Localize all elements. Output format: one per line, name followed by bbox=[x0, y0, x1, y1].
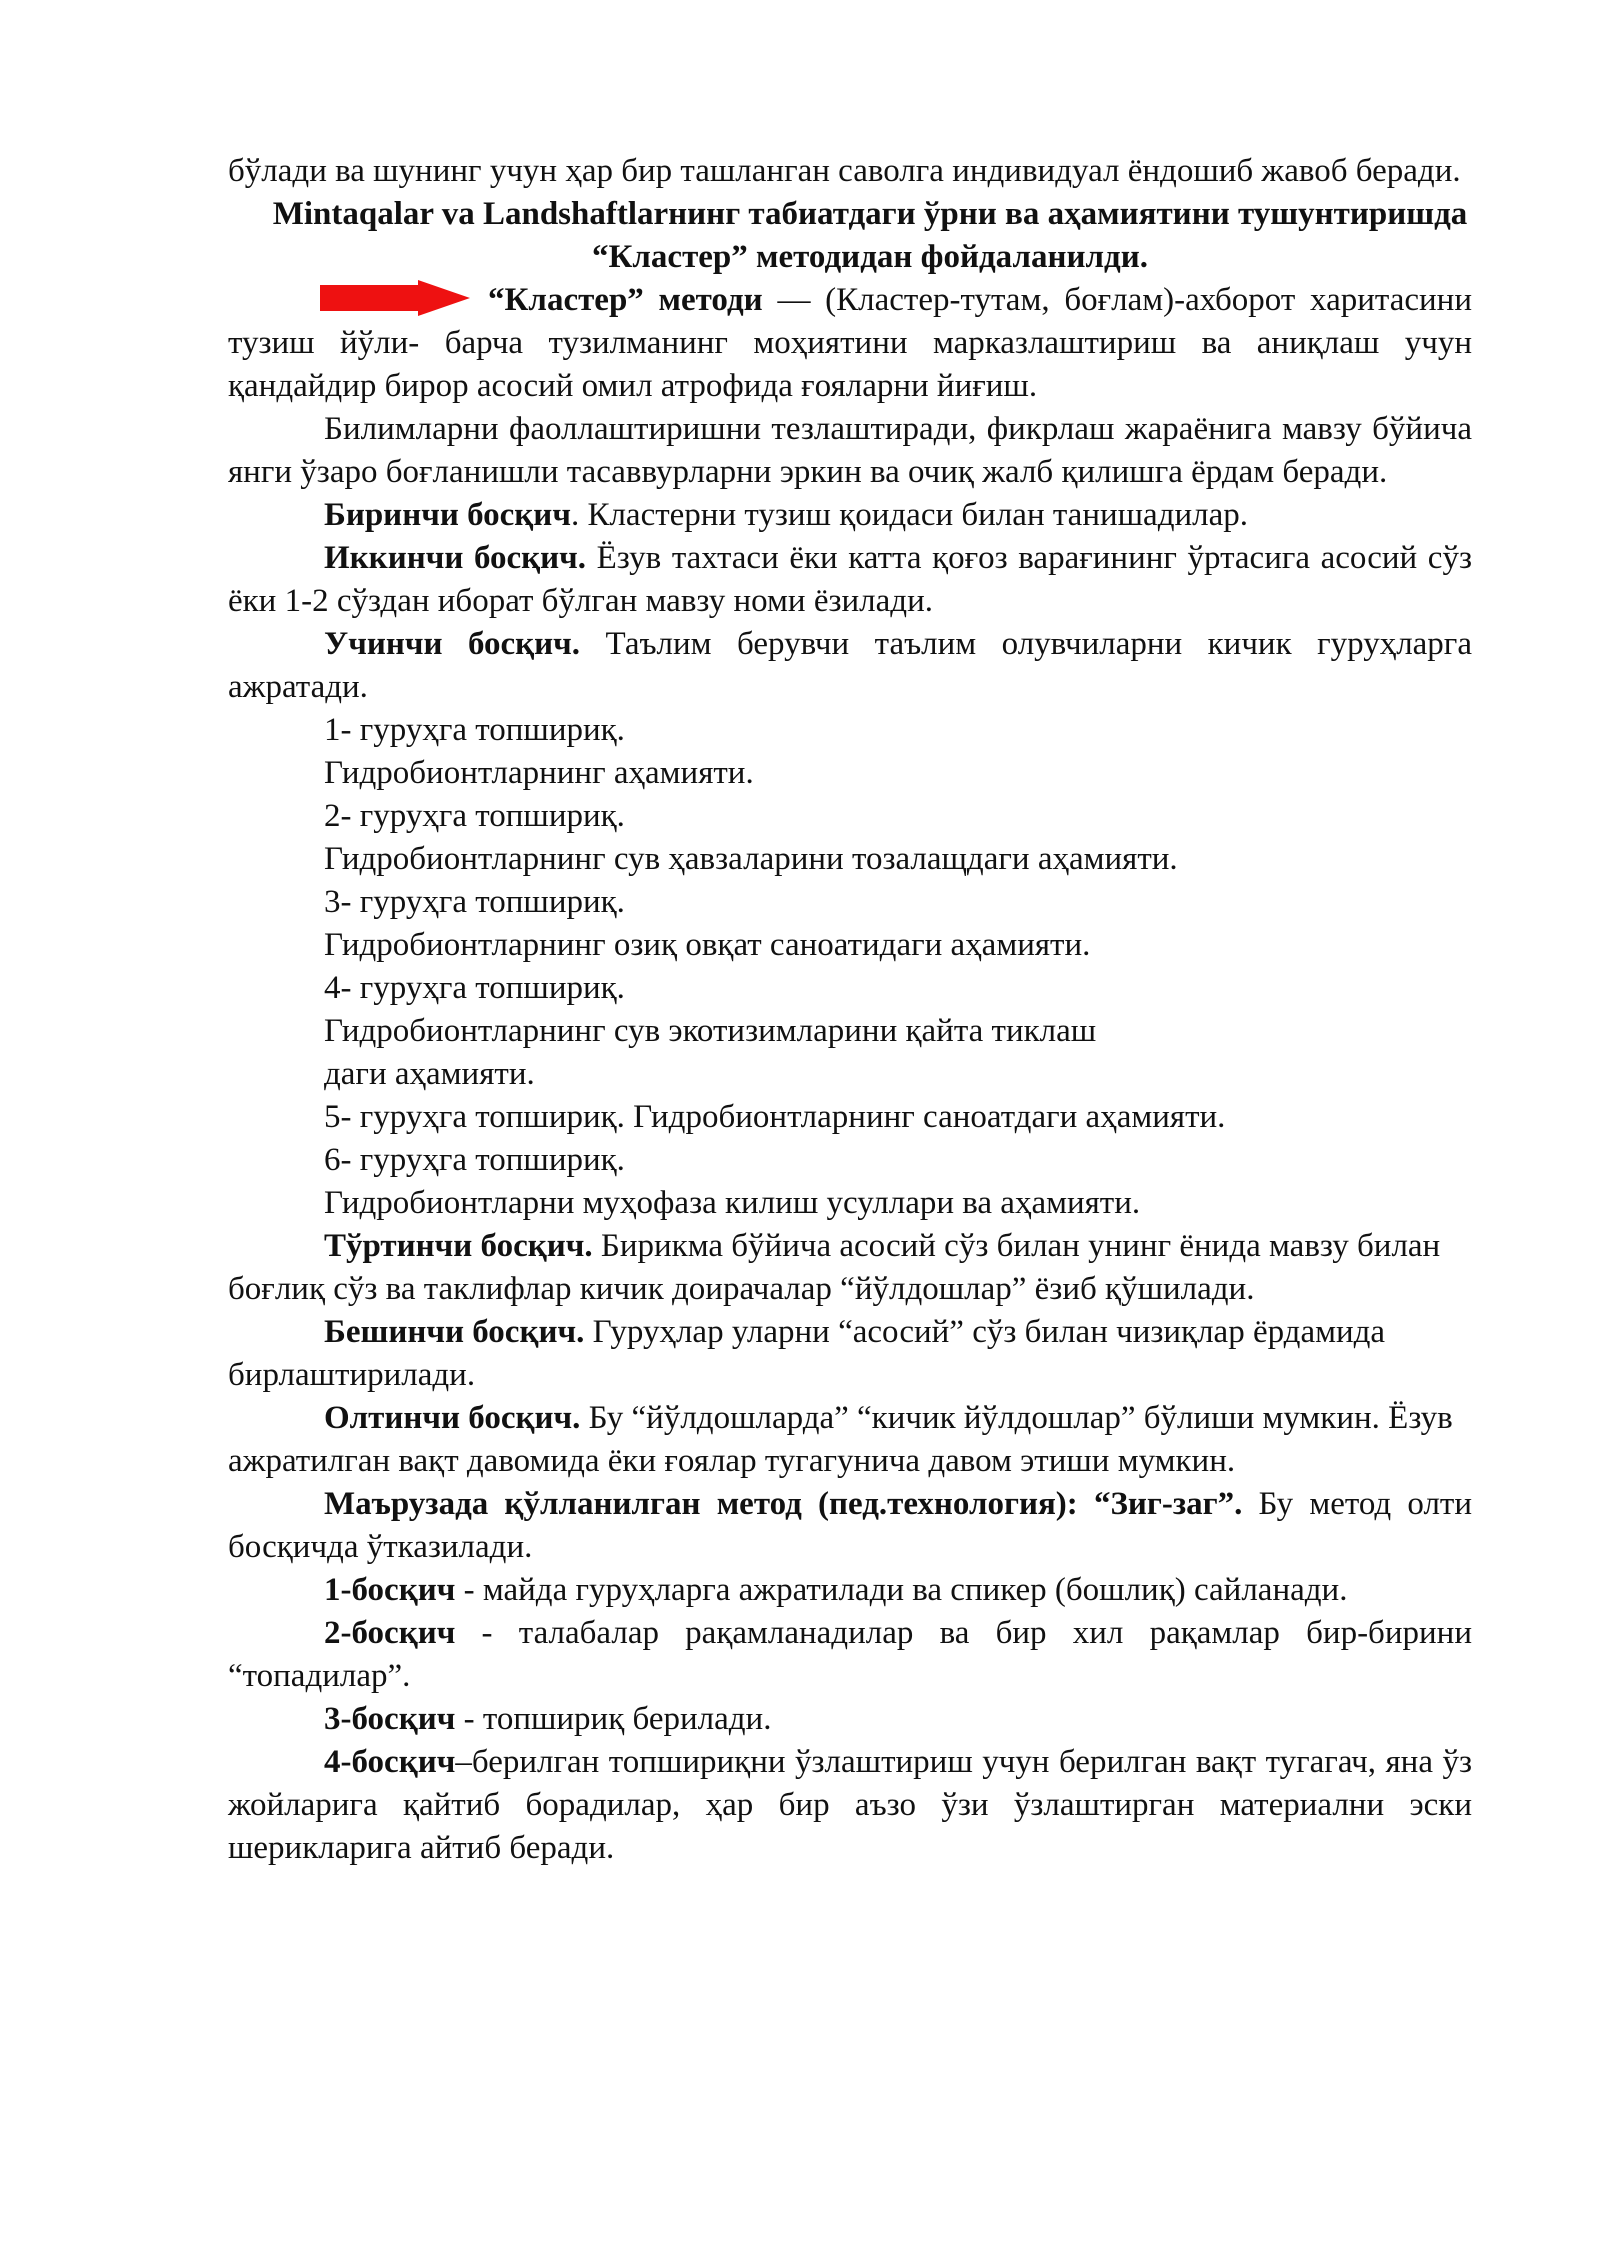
task-line: Гидробионтларнинг аҳамияти. bbox=[324, 755, 754, 791]
step-2 bbox=[228, 537, 1472, 623]
step-3 bbox=[228, 623, 1472, 709]
step-2-text: Ёзув тахтаси ёки катта қоғоз варағининг ўртасига асосий сўз ёки 1-2 сўздан иборат бўлган мавзу номи ёзилади. bbox=[228, 540, 1472, 619]
section-heading: Mintaqalar va Landshaftlarнинг табиатдаги ўрни ва аҳамиятини тушунтиришда “Кластер” методидан фойдаланилди. bbox=[272, 196, 1468, 275]
task-line: Гидробионтларнинг озиқ овқат саноатидаги аҳамияти. bbox=[324, 927, 1091, 963]
task-line: 6- гуруҳга топшириқ. bbox=[324, 1142, 625, 1178]
zigzag-step-4-text: –берилган топшириқни ўзлаштириш учун берилган вақт тугагач, яна ўз жойларига қайтиб борадилар, ҳар бир аъзо ўзи ўзлаштирган материални эски шерикларига айтиб беради. bbox=[228, 1744, 1472, 1866]
step-1-label: Биринчи босқич bbox=[324, 497, 571, 533]
step-3-label: Учинчи босқич. bbox=[324, 626, 581, 662]
zigzag-method-text: Бу метод олти босқичда ўтказилади. bbox=[228, 1486, 1472, 1565]
zigzag-step-2-text: - талабалар рақамланадилар ва бир хил рақамлар бир-бирини “топадилар”. bbox=[228, 1615, 1472, 1694]
step-4 bbox=[228, 1225, 1472, 1311]
zigzag-step-1-label: 1-босқич bbox=[324, 1572, 456, 1608]
cluster-definition bbox=[228, 279, 1472, 408]
step-4-text: Бирикма бўйича асосий сўз билан унинг ёнида мавзу билан боғлиқ сўз ва таклифлар кичик доирачалар “йўлдошлар” ёзиб қўшилади. bbox=[228, 1228, 1441, 1307]
zigzag-step-1-text: - майда гуруҳларга ажратилади ва спикер (бошлиқ) сайланади. bbox=[455, 1572, 1348, 1608]
step-2-label: Иккинчи босқич. bbox=[324, 540, 587, 576]
step-1-text: . Кластерни тузиш қоидаси билан танишадилар. bbox=[570, 497, 1249, 533]
step-5 bbox=[228, 1311, 1472, 1397]
red-right-arrow-icon bbox=[320, 280, 470, 316]
task-line: 2- гуруҳга топшириқ. bbox=[324, 798, 625, 834]
step-6-text: Бу “йўлдошларда” “кичик йўлдошлар” бўлиши мумкин. Ёзув ажратилган вақт давомида ёки ғоялар тугагунича давом этиши мумкин. bbox=[228, 1400, 1453, 1479]
zigzag-step-2-label: 2-босқич bbox=[324, 1615, 456, 1651]
task-line: Гидробионтларнинг сув ҳавзаларини тозалащдаги аҳамияти. bbox=[324, 841, 1178, 877]
knowledge-paragraph: Билимларни фаоллаштиришни тезлаштиради, фикрлаш жараёнига мавзу бўйича янги ўзаро боғланишли тасаввурларни эркин ва очиқ жалб қилишга ёрдам беради. bbox=[228, 411, 1472, 490]
task-line: 3- гуруҳга топшириқ. bbox=[324, 884, 625, 920]
step-5-text: Гуруҳлар уларни “асосий” сўз билан чизиқлар ёрдамида бирлаштирилади. bbox=[228, 1314, 1386, 1393]
cluster-method-title: “Кластер” методи bbox=[488, 282, 763, 318]
step-1 bbox=[228, 494, 1472, 537]
zigzag-step-4-label: 4-босқич bbox=[324, 1744, 456, 1780]
step-5-label: Бешинчи босқич. bbox=[324, 1314, 585, 1350]
step-4-label: Тўртинчи босқич. bbox=[324, 1228, 593, 1264]
zigzag-step-3 bbox=[228, 1698, 1472, 1741]
cluster-method-text: — (Кластер-тутам, боғлам)-ахборот харитасини тузиш йўли- барча тузилманинг моҳиятини марказлаштириш ва аниқлаш учун қандайдир бирор асосий омил атрофида ғояларни йиғиш. bbox=[228, 282, 1472, 404]
task-line: 1- гуруҳга топшириқ. bbox=[324, 712, 625, 748]
task-line: даги аҳамияти. bbox=[324, 1056, 535, 1092]
zigzag-method-label: Маърузада қўлланилган метод (пед.технология): “Зиг-заг”. bbox=[324, 1486, 1243, 1522]
step-6 bbox=[228, 1397, 1472, 1483]
zigzag-step-1 bbox=[228, 1569, 1472, 1612]
task-line: 5- гуруҳга топшириқ. Гидробионтларнинг саноатдаги аҳамияти. bbox=[324, 1099, 1226, 1135]
zigzag-step-3-text: - топшириқ берилади. bbox=[455, 1701, 772, 1737]
intro-paragraph: бўлади ва шунинг учун ҳар бир ташланган саволга индивидуал ёндошиб жавоб беради. bbox=[228, 153, 1461, 189]
zigzag-step-3-label: 3-босқич bbox=[324, 1701, 456, 1737]
step-3-text: Таълим берувчи таълим олувчиларни кичик гуруҳларга ажратади. bbox=[228, 626, 1472, 705]
zigzag-step-2 bbox=[228, 1612, 1472, 1698]
task-line: Гидробионтларни муҳофаза килиш усуллари ва аҳамияти. bbox=[324, 1185, 1141, 1221]
zigzag-step-4 bbox=[228, 1741, 1472, 1870]
task-line: Гидробионтларнинг сув экотизимларини қайта тиклаш bbox=[324, 1013, 1097, 1049]
step-6-label: Олтинчи босқич. bbox=[324, 1400, 581, 1436]
task-line: 4- гуруҳга топшириқ. bbox=[324, 970, 625, 1006]
zigzag-method bbox=[228, 1483, 1472, 1569]
